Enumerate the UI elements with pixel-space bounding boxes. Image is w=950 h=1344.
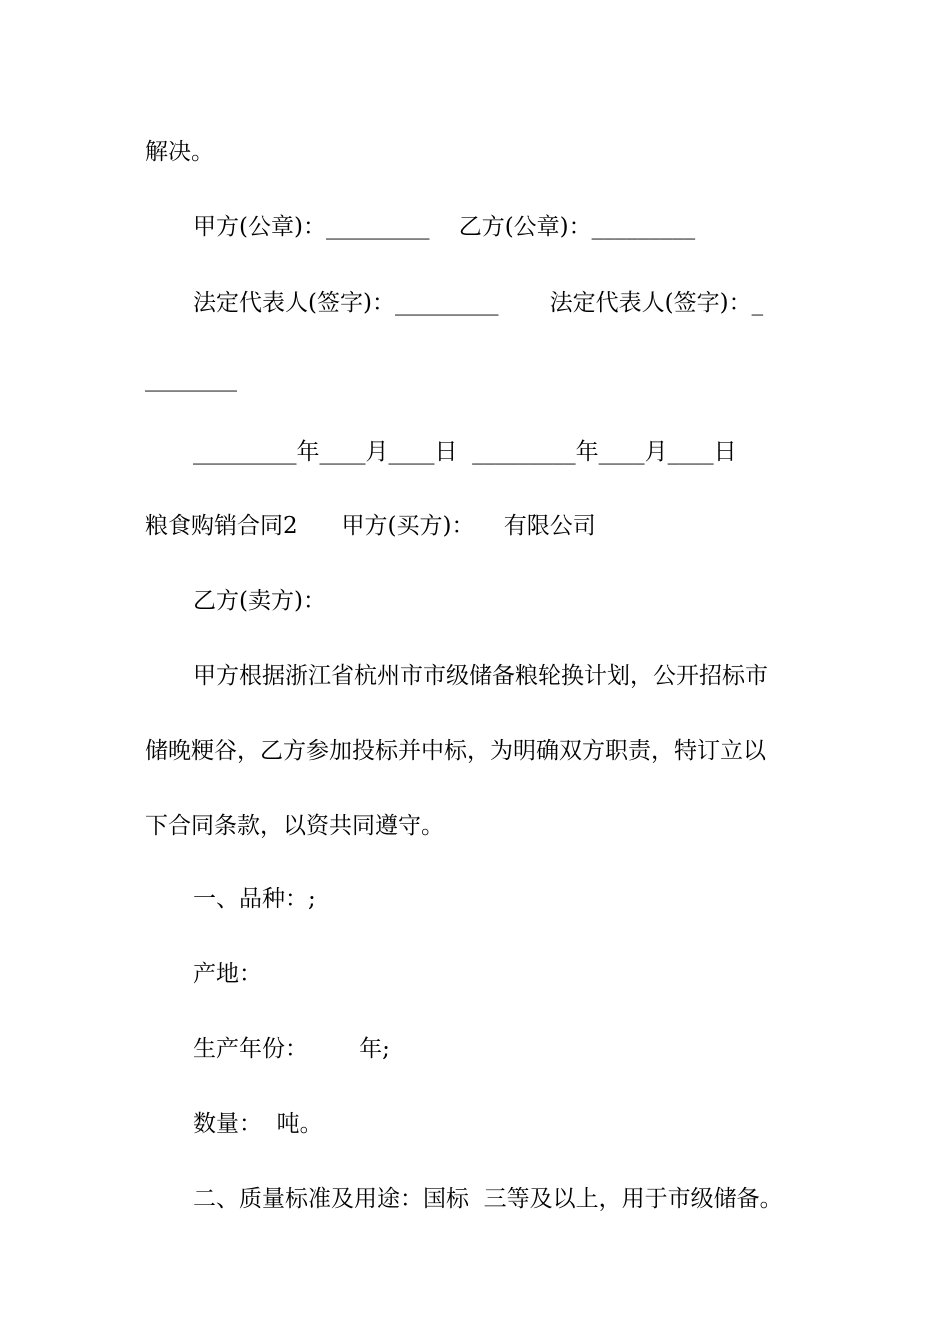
text-line-contract-title: 粮食购销合同2 甲方(买方)： 有限公司 [145,513,596,539]
text-line-dates: _________年____月____日 _________年____月____日 [193,439,737,465]
text-line-variety: 一、品种：; [193,886,316,912]
text-line-quality-standard: 二、质量标准及用途：国标 三等及以上，用于市级储备。 [193,1186,783,1212]
text-line-paragraph-2: 储晚粳谷，乙方参加投标并中标，为明确双方职责，特订立以 [145,738,766,764]
text-line-origin: 产地： [193,961,262,987]
text-line-resolve: 解决。 [145,139,214,165]
text-line-quantity: 数量： 吨。 [193,1111,323,1137]
text-line-seals: 甲方(公章)：_________ 乙方(公章)：_________ [193,214,696,240]
text-line-paragraph-3: 下合同条款，以资共同遵守。 [145,813,444,839]
text-line-legal-reps: 法定代表人(签字)：_________ 法定代表人(签字)：_ [193,290,764,316]
text-line-paragraph-1: 甲方根据浙江省杭州市市级储备粮轮换计划，公开招标市 [193,663,768,689]
text-line-production-year: 生产年份： 年; [193,1036,390,1062]
text-line-party-b: 乙方(卖方)： [193,588,326,614]
text-line-signature-continuation: ________ [145,366,237,392]
